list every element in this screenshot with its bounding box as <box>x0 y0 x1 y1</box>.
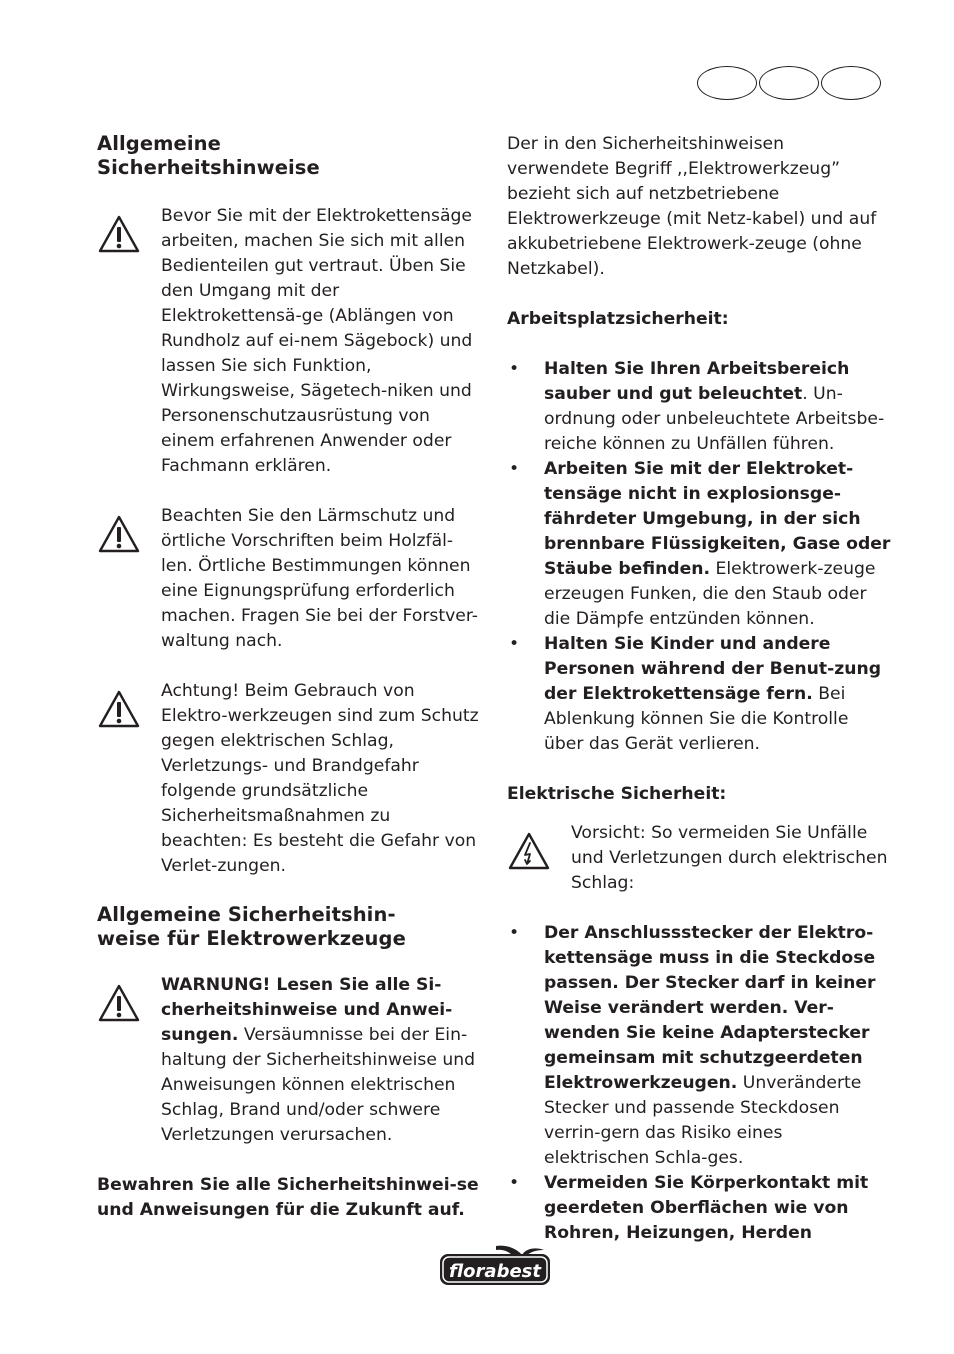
list-item <box>507 921 891 1171</box>
subheading-electrical-safety: Elektrische Sicherheit: <box>507 784 727 804</box>
list-item <box>507 457 891 632</box>
list-item-text <box>544 457 891 632</box>
list-item-body: Bei Ablenkung können Sie die Kontrolle über das Gerät verlieren. <box>544 684 849 754</box>
language-oval <box>821 66 881 100</box>
section-heading-power-tools: Allgemeine Sicherheitshin- weise für Elektrowerkzeuge <box>97 903 406 950</box>
warning-text: Achtung! Beim Gebrauch von Elektro-werkzeugen sind zum Schutz gegen elektrischen Schlag, Verletzungs- und Brandgefahr folgende grundsätzliche Sicherheitsmaßnahmen zu beachten: Es besteht die Gefahr von Verlet-zungen. <box>161 681 479 876</box>
right-column <box>507 132 891 1246</box>
intro-paragraph: Der in den Sicherheitshinweisen verwendete Begriff ,,Elektrowerkzeug” bezieht sich auf netzbetriebene Elektrowerkzeuge (mit Netz-kabel) und auf akkubetriebene Elektrowerk-zeuge (ohne Netzkabel). <box>507 134 877 279</box>
section-heading-general-safety: Allgemeine Sicherheitshinweise <box>97 132 320 179</box>
warning-triangle-icon <box>97 973 161 1027</box>
language-oval <box>697 66 757 100</box>
language-ovals <box>697 66 881 100</box>
list-item-body: Unveränderte Stecker und passende Steckdosen verrin-gern das Risiko eines elektrischen Schla-ges. <box>544 1073 862 1168</box>
left-column <box>97 132 482 1223</box>
warning-block <box>97 679 482 879</box>
list-item <box>507 1171 891 1246</box>
bullet-symbol: • <box>509 459 520 479</box>
electric-warning-block <box>507 821 891 896</box>
warning-text: Bevor Sie mit der Elektrokettensäge arbeiten, machen Sie sich mit allen Bedienteilen gut vertraut. Üben Sie den Umgang mit der Elektrokettensä-ge (Ablängen von Rundholz auf ei-nem Sägebock) und lassen Sie sich Funktion, Wirkungsweise, Sägetech-niken und Personenschutzausrüstung von einem erfahrenen Anwender oder Fachmann erklären. <box>161 206 473 476</box>
list-item-bold: Halten Sie Kinder und andere Personen während der Benut-zung der Elektrokettensäge fern. <box>544 634 882 704</box>
list-item-text <box>544 632 891 757</box>
list-item-bold: Der Anschlussstecker der Elektro-kettensäge muss in die Steckdose passen. Der Stecker darf in keiner Weise verändert werden. Ver-wenden Sie keine Adapterstecker gemeinsam mit schutzgeerdeten Elektrowerkzeugen. <box>544 923 876 1093</box>
keep-instructions-note: Bewahren Sie alle Sicherheitshinwei-se und Anweisungen für die Zukunft auf. <box>97 1175 479 1220</box>
list-item-body: . Un-ordnung oder unbeleuchtete Arbeitsbe-reiche können zu Unfällen führen. <box>544 384 885 454</box>
bullet-symbol: • <box>509 359 520 379</box>
language-oval <box>759 66 819 100</box>
warning-block <box>97 204 482 479</box>
list-item-text <box>544 1171 891 1246</box>
warning-bold-text: WARNUNG! Lesen Sie alle Si-cherheitshinweise und Anwei-sungen. <box>161 975 453 1045</box>
list-item-bold: Halten Sie Ihren Arbeitsbereich sauber und gut beleuchtet <box>544 359 850 404</box>
warning-triangle-icon <box>97 204 161 258</box>
warning-triangle-icon <box>97 504 161 558</box>
list-item-text <box>544 357 891 457</box>
warning-block <box>97 504 482 654</box>
warning-text <box>161 973 482 1148</box>
list-item-text <box>544 921 891 1171</box>
bullet-symbol: • <box>509 923 520 943</box>
warning-triangle-icon <box>97 679 161 733</box>
brand-wordmark: florabest <box>449 1261 541 1282</box>
electric-warning-text: Vorsicht: So vermeiden Sie Unfälle und Verletzungen durch elektrischen Schlag: <box>571 823 888 893</box>
warning-body-text: Versäumnisse bei der Ein-haltung der Sicherheitshinweise und Anweisungen können elektrischen Schlag, Brand und/oder schwere Verletzungen verursachen. <box>161 1025 476 1145</box>
warning-text: Beachten Sie den Lärmschutz und örtliche Vorschriften beim Holzfäl-len. Örtliche Bestimmungen können eine Eignungsprüfung erforderlich machen. Fragen Sie bei der Forstver-waltung nach. <box>161 506 479 651</box>
list-item-bold: Arbeiten Sie mit der Elektroket-tensäge nicht in explosionsge-fährdeter Umgebung, in der sich brennbare Flüssigkeiten, Gase oder Stäube befinden. <box>544 459 891 579</box>
list-item-body: Elektrowerk-zeuge erzeugen Funken, die den Staub oder die Dämpfe entzünden können. <box>544 559 876 629</box>
warning-block <box>97 973 482 1148</box>
bullet-symbol: • <box>509 634 520 654</box>
list-item <box>507 357 891 457</box>
electric-hazard-icon <box>507 821 571 875</box>
florabest-logo <box>438 1244 552 1292</box>
bullet-symbol: • <box>509 1173 520 1193</box>
subheading-workplace-safety: Arbeitsplatzsicherheit: <box>507 309 729 329</box>
list-item-bold: Vermeiden Sie Körperkontakt mit geerdeten Oberflächen wie von Rohren, Heizungen, Herden <box>544 1173 869 1243</box>
list-item <box>507 632 891 757</box>
